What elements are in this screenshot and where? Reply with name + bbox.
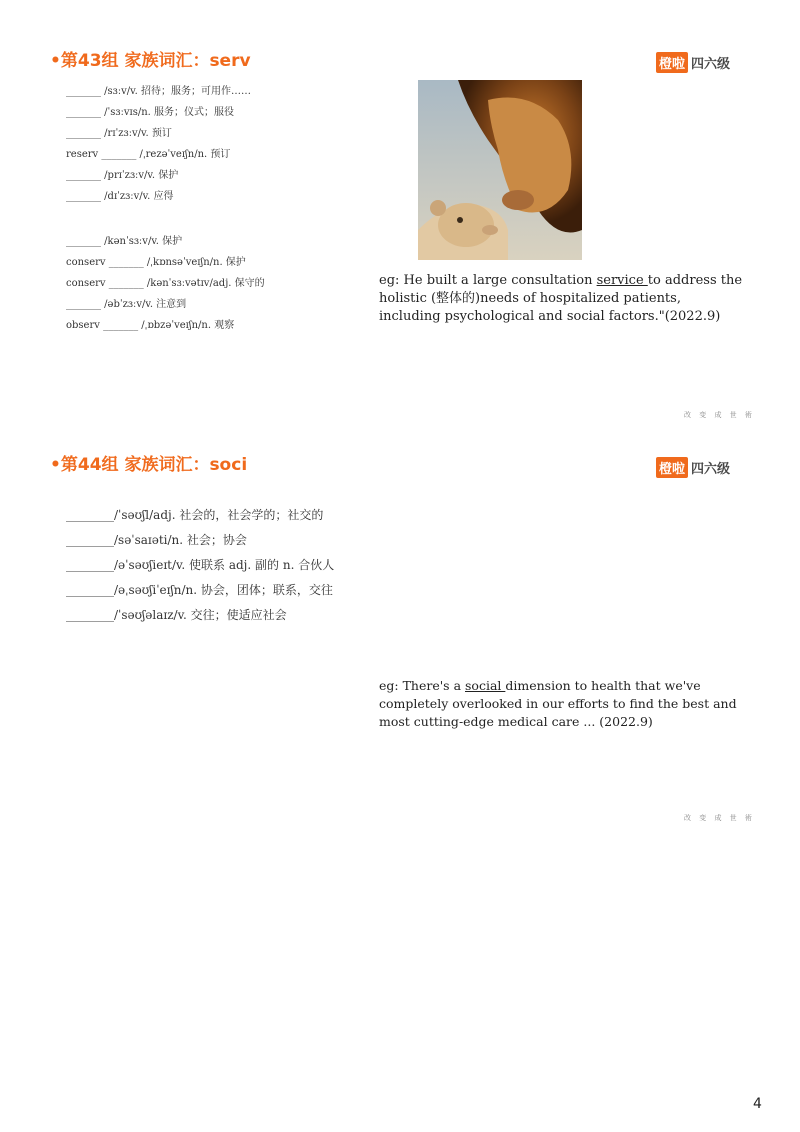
lion-photo bbox=[418, 80, 582, 260]
word-row: _______ /ˈsɜːvɪs/n. 服务；仪式；服役 bbox=[66, 107, 235, 118]
page-number: 4 bbox=[753, 1096, 762, 1112]
word-row: _______ /prɪˈzɜːv/v. 保护 bbox=[66, 170, 179, 181]
example-prefix: eg: There's a bbox=[379, 678, 465, 693]
footer-watermark: 改 变 成 世 術 bbox=[684, 814, 755, 822]
brand-logo: 橙啦 bbox=[656, 457, 688, 478]
word-row: _______ /əbˈzɜːv/v. 注意到 bbox=[66, 299, 187, 310]
word-row: _______ /dɪˈzɜːv/v. 应得 bbox=[66, 191, 174, 202]
example-line3: most cutting-edge medical care ... (2022.9) bbox=[379, 714, 653, 729]
brand-level: 四六级 bbox=[691, 462, 731, 477]
example-line1-rest: to address the bbox=[647, 273, 743, 288]
footer-watermark: 改 变 成 世 術 bbox=[684, 411, 755, 419]
example-line3: including psychological and social factors."(2022.9) bbox=[379, 309, 721, 324]
brand-level: 四六级 bbox=[691, 57, 731, 72]
section-44-title: •第44组 家族词汇：soci bbox=[50, 455, 248, 475]
brand-logo: 橙啦 bbox=[656, 52, 688, 73]
example-line2: completely overlooked in our efforts to find the best and bbox=[379, 696, 737, 711]
example-keyword: social bbox=[465, 678, 506, 693]
word-row: conserv _______ /kənˈsɜːvətɪv/adj. 保守的 bbox=[66, 278, 265, 289]
section-43-title: •第43组 家族词汇：serv bbox=[50, 51, 251, 71]
word-row: ________/səˈsaɪəti/n. 社会；协会 bbox=[66, 533, 247, 547]
word-row: ________/ˈsəʊʃl/adj. 社会的，社会学的；社交的 bbox=[66, 508, 324, 522]
word-row: ________/əˈsəʊʃieɪt/v. 使联系 adj. 副的 n. 合伙人 bbox=[66, 558, 335, 572]
example-prefix: eg: He built a large consultation bbox=[379, 273, 597, 288]
word-row: _______ /rɪˈzɜːv/v. 预订 bbox=[66, 128, 172, 139]
word-row: ________/əˌsəʊʃiˈeɪʃn/n. 协会，团体；联系，交往 bbox=[66, 583, 333, 597]
example-keyword: service bbox=[596, 273, 648, 288]
word-row: _______ /sɜːv/v. 招待；服务；可用作…… bbox=[66, 86, 251, 97]
serv-example bbox=[379, 272, 742, 326]
example-line1-rest: dimension to health that we've bbox=[505, 678, 701, 693]
brand-badge bbox=[656, 52, 730, 73]
word-row: observ _______ /ˌɒbzəˈveɪʃn/n. 观察 bbox=[66, 320, 235, 331]
word-row: _______ /kənˈsɜːv/v. 保护 bbox=[66, 236, 183, 247]
soci-example bbox=[379, 677, 737, 731]
word-row: conserv _______ /ˌkɒnsəˈveɪʃn/n. 保护 bbox=[66, 257, 246, 268]
example-line2: holistic (整体的)needs of hospitalized patients, bbox=[379, 291, 681, 306]
brand-badge bbox=[656, 457, 730, 478]
word-row: reserv _______ /ˌrezəˈveɪʃn/n. 预订 bbox=[66, 149, 231, 160]
word-row: ________/ˈsəʊʃəlaɪz/v. 交往；使适应社会 bbox=[66, 608, 287, 622]
